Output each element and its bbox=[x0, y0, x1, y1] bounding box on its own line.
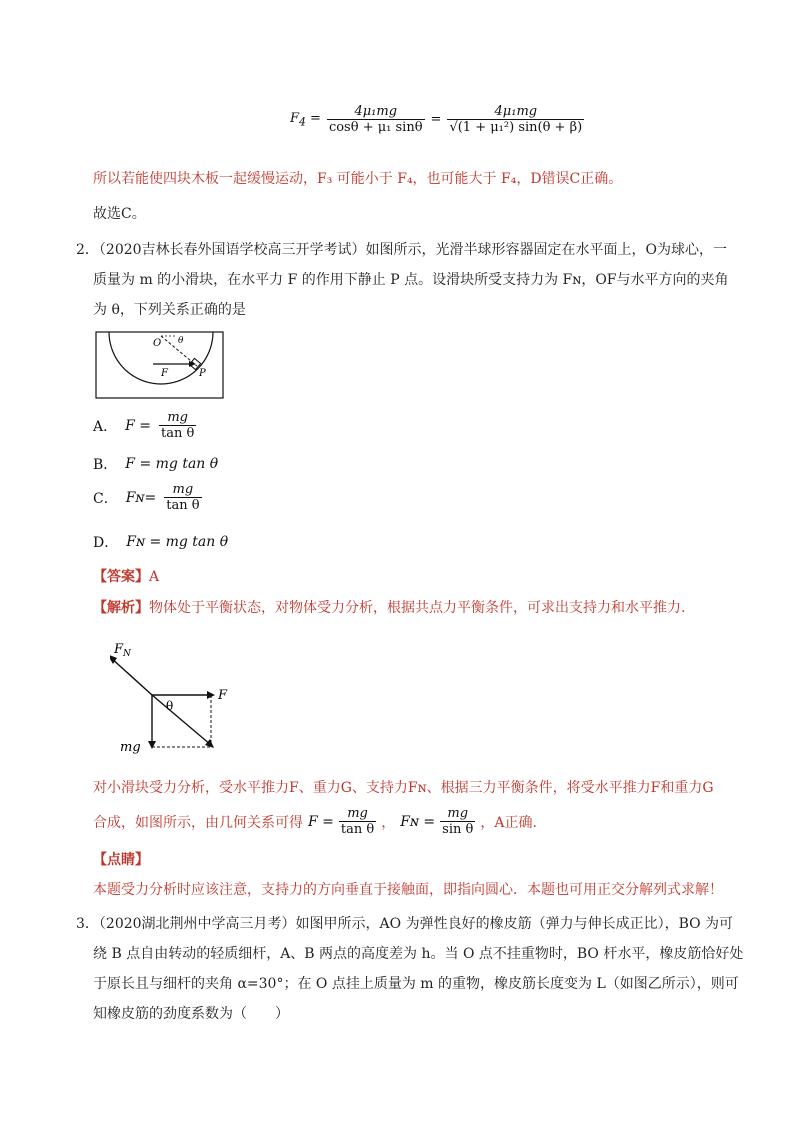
analysis-line: 【解析】物体处于平衡状态，对物体受力分析，根据共点力平衡条件，可求出支持力和水平推力. bbox=[93, 600, 686, 616]
comment-tag: 【点睛】 bbox=[93, 852, 149, 868]
formula-lhs: $F_4$ = bbox=[290, 110, 321, 129]
option-d[interactable]: D． Fɴ = mg tan θ bbox=[93, 534, 229, 551]
force-label-fn: $F_N$ bbox=[114, 642, 131, 659]
force-label-theta: θ bbox=[166, 699, 174, 713]
formula-fraction-2: $\frac{\text{4μ₁mg}}{\text{√(1 + μ₁²) sin(θ + β)}}$ bbox=[449, 104, 583, 135]
formula-fraction-1: $\frac{\text{4μ₁mg}}{\text{cosθ + μ₁ sinθ}}$ bbox=[328, 104, 423, 135]
top-formula: $F_4$ = $\frac{\text{4μ₁mg}}{\text{cosθ + μ₁ sinθ}}$ = $\frac{\text{4μ₁mg}}{\text{√(1 + μ₁²) sin(θ + β)}}$ bbox=[290, 104, 583, 135]
force-label-f: F bbox=[218, 688, 228, 703]
q3-line4: 知橡皮筋的劲度系数为（ ） bbox=[93, 1006, 289, 1022]
option-a[interactable]: A． F = $\frac{mg}{\text{tan θ}}$ bbox=[93, 410, 195, 441]
explain-line2: 合成，如图所示，由几何关系可得 F = $\frac{mg}{\text{tan θ}}$ ， Fɴ = $\frac{mg}{\text{sin θ}}$ ，A正确. bbox=[93, 806, 537, 837]
explain-line1: 对小滑块受力分析，受水平推力F、重力G、支持力Fɴ、根据三力平衡条件，将受水平推力F和重力G bbox=[93, 780, 714, 796]
q2-stem-line3: 为 θ，下列关系正确的是 bbox=[93, 302, 246, 318]
q3-line2: 绕 B 点自由转动的轻质细杆，A、B 两点的高度差为 h。当 O 点不挂重物时，BO 杆水平，橡皮筋恰好处 bbox=[93, 946, 744, 962]
option-b[interactable]: B． F = mg tan θ bbox=[93, 456, 219, 473]
q3-line1: 3．（2020湖北荆州中学高三月考）如图甲所示，AO 为弹性良好的橡皮筋（弹力与伸长成正比），BO 为可 bbox=[76, 916, 734, 932]
answer-line: 【答案】A bbox=[93, 569, 160, 585]
hemisphere-figure bbox=[95, 330, 225, 400]
option-c[interactable]: C． Fɴ= $\frac{mg}{\text{tan θ}}$ bbox=[93, 482, 200, 513]
prev-choice: 故选C。 bbox=[93, 206, 146, 222]
q2-stem-line2: 质量为 m 的小滑块，在水平力 F 的作用下静止 P 点。设滑块所受支持力为 Fɴ，OF与水平方向的夹角 bbox=[93, 272, 729, 288]
prev-conclusion: 所以若能使四块木板一起缓慢运动，F₃ 可能小于 F₄，也可能大于 F₄，D错误C正确。 bbox=[93, 171, 623, 187]
figure-label-o: O bbox=[153, 338, 162, 349]
force-label-mg: mg bbox=[120, 740, 141, 755]
figure-label-p: P bbox=[199, 368, 206, 379]
force-diagram bbox=[110, 635, 240, 755]
figure-label-theta: θ bbox=[178, 336, 184, 346]
q3-line3: 于原长且与细杆的夹角 α=30°；在 O 点挂上质量为 m 的重物，橡皮筋长度变为 L（如图乙所示），则可 bbox=[93, 976, 739, 992]
q2-stem-line1: 2．（2020吉林长春外国语学校高三开学考试）如图所示，光滑半球形容器固定在水平面上，O为球心，一 bbox=[76, 242, 728, 258]
comment-text: 本题受力分析时应该注意，支持力的方向垂直于接触面，即指向圆心．本题也可用正交分解列式求解！ bbox=[93, 882, 723, 898]
figure-label-f: F bbox=[161, 368, 168, 379]
